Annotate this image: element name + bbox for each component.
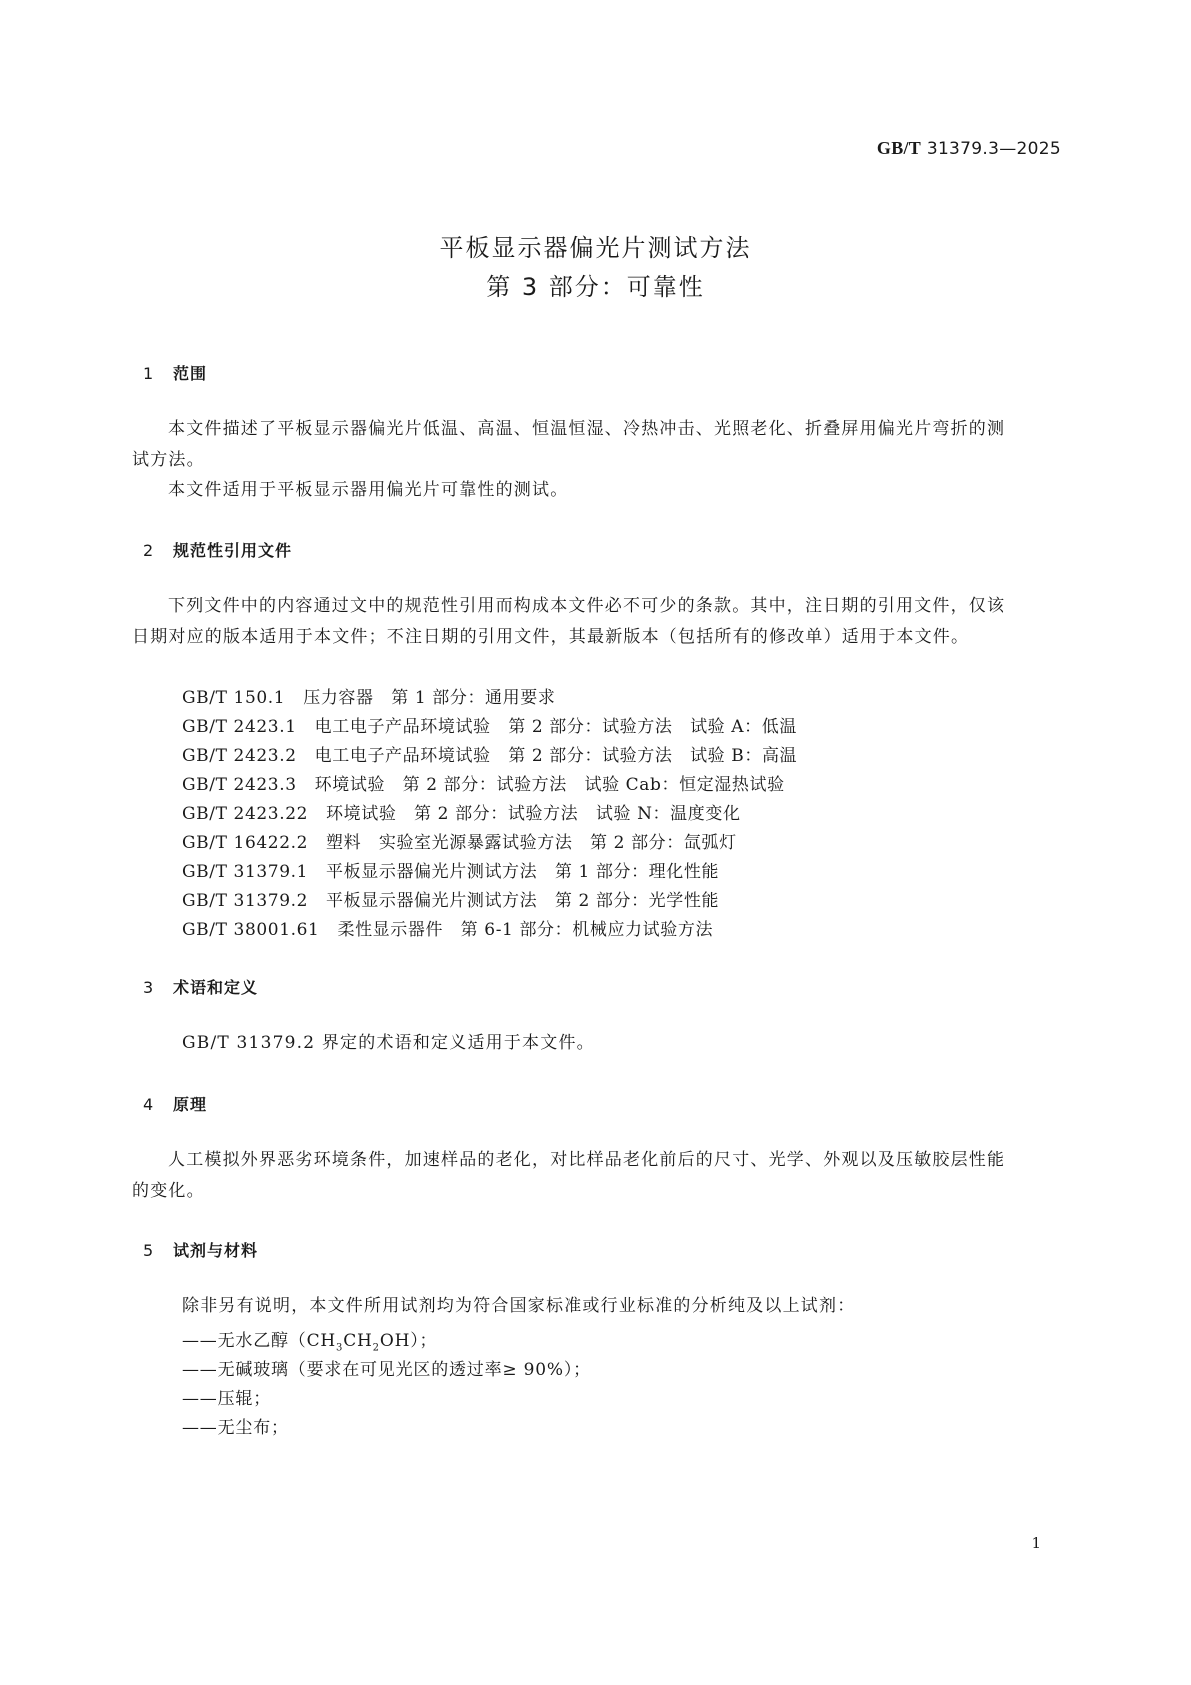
reference-item <box>182 683 555 708</box>
reference-title: 环境试验 第 2 部分：试验方法 试验 N：温度变化 <box>326 804 741 824</box>
section-number: 4 <box>143 1095 155 1114</box>
section-2-heading <box>143 538 292 561</box>
section-1-paragraph-1: 本文件描述了平板显示器偏光片低温、高温、恒温恒湿、冷热冲击、光照老化、折叠屏用偏光片弯折的测试方法。 <box>132 419 1006 470</box>
section-title: 试剂与材料 <box>173 1241 259 1260</box>
reference-code: GB/T 150.1 <box>182 688 286 708</box>
section-5-intro: 除非另有说明，本文件所用试剂均为符合国家标准或行业标准的分析纯及以上试剂： <box>182 1296 856 1316</box>
section-3-heading <box>143 975 258 998</box>
subscript: 3 <box>336 1342 344 1354</box>
list-item-text: OH）； <box>379 1331 438 1351</box>
reference-title: 柔性显示器件 第 6-1 部分：机械应力试验方法 <box>337 920 714 940</box>
reference-code: GB/T 2423.3 <box>182 775 297 795</box>
doc-title-line1: 平板显示器偏光片测试方法 <box>439 234 752 262</box>
list-item-roller: ——压辊； <box>182 1389 271 1409</box>
list-item-text: CH <box>343 1331 373 1351</box>
list-item-glass: ——无碱玻璃（要求在可见光区的透过率≥ 90%）； <box>182 1360 591 1380</box>
section-title: 规范性引用文件 <box>173 541 293 560</box>
list-item-ethanol <box>182 1326 437 1353</box>
section-4-paragraph: 人工模拟外界恶劣环境条件，加速样品的老化，对比样品老化前后的尺寸、光学、外观以及压敏胶层性能的变化。 <box>132 1150 1006 1201</box>
reference-code: GB/T 2423.22 <box>182 804 309 824</box>
section-1-heading <box>143 361 207 384</box>
reference-item <box>182 770 785 795</box>
section-3-paragraph: GB/T 31379.2 界定的术语和定义适用于本文件。 <box>182 1033 595 1053</box>
reference-item <box>182 741 797 766</box>
reference-title: 电工电子产品环境试验 第 2 部分：试验方法 试验 A：低温 <box>314 717 797 737</box>
section-number: 5 <box>143 1241 155 1260</box>
section-number: 2 <box>143 541 155 560</box>
reference-code: GB/T 2423.1 <box>182 717 297 737</box>
reference-title: 环境试验 第 2 部分：试验方法 试验 Cab：恒定湿热试验 <box>314 775 785 795</box>
reference-code: GB/T 2423.2 <box>182 746 297 766</box>
reference-code: GB/T 31379.2 <box>182 891 309 911</box>
page-number: 1 <box>1031 1534 1041 1552</box>
section-1-paragraph-2: 本文件适用于平板显示器用偏光片可靠性的测试。 <box>168 480 569 500</box>
reference-item <box>182 828 737 853</box>
section-title: 原理 <box>173 1095 208 1114</box>
reference-title: 塑料 实验室光源暴露试验方法 第 2 部分：氙弧灯 <box>326 833 737 853</box>
reference-title: 平板显示器偏光片测试方法 第 1 部分：理化性能 <box>326 862 720 882</box>
subscript: 2 <box>372 1342 380 1354</box>
reference-item <box>182 857 719 882</box>
section-number: 3 <box>143 978 155 997</box>
section-title: 范围 <box>173 364 208 383</box>
standard-code: 31379.3—2025 <box>926 139 1061 159</box>
doc-title-line2: 第 3 部分：可靠性 <box>486 273 705 301</box>
standard-number <box>877 138 1061 159</box>
reference-item <box>182 886 719 911</box>
list-item-cloth: ——无尘布； <box>182 1418 289 1438</box>
section-4-heading <box>143 1092 207 1115</box>
reference-item <box>182 915 713 940</box>
standard-prefix: GB/T <box>876 138 922 158</box>
section-title: 术语和定义 <box>173 978 259 997</box>
reference-title: 电工电子产品环境试验 第 2 部分：试验方法 试验 B：高温 <box>314 746 798 766</box>
reference-title: 平板显示器偏光片测试方法 第 2 部分：光学性能 <box>326 891 720 911</box>
reference-item <box>182 799 741 824</box>
reference-code: GB/T 16422.2 <box>182 833 309 853</box>
section-5-heading <box>143 1238 258 1261</box>
reference-title: 压力容器 第 1 部分：通用要求 <box>303 688 556 708</box>
reference-code: GB/T 31379.1 <box>182 862 309 882</box>
reference-code: GB/T 38001.61 <box>182 920 320 940</box>
section-number: 1 <box>143 364 155 383</box>
list-item-text: ——无水乙醇（CH <box>182 1331 337 1351</box>
section-2-intro: 下列文件中的内容通过文中的规范性引用而构成本文件必不可少的条款。其中，注日期的引用文件，仅该日期对应的版本适用于本文件；不注日期的引用文件，其最新版本（包括所有的修改单）适用于本文件。 <box>132 596 1006 647</box>
reference-item <box>182 712 797 737</box>
